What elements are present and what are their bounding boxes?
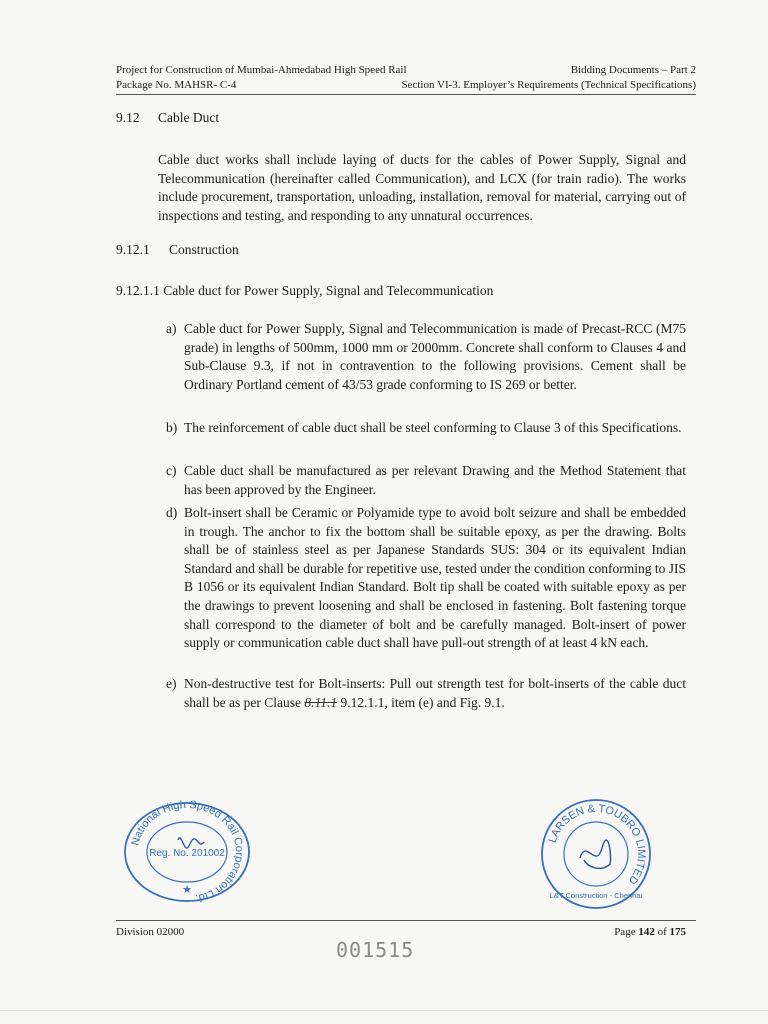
item-label: c) <box>166 463 177 478</box>
signature-icon <box>580 840 611 868</box>
header-project: Project for Construction of Mumbai-Ahmedabad High Speed Rail <box>116 64 407 76</box>
lnt-ring-text: LARSEN & TOUBRO LIMITED <box>546 802 648 887</box>
list-item-d <box>166 504 686 653</box>
list-item-e <box>166 675 686 712</box>
section-number: 9.12 <box>116 110 140 125</box>
item-text: The reinforcement of cable duct shall be steel conforming to Clause 3 of this Specifications. <box>184 420 682 435</box>
item-text-before: Non-destructive test for Bolt-inserts: Pull out strength test for bolt-inserts of the cable duct shall be as per Clause <box>184 676 686 710</box>
subsection-number: 9.12.1 <box>116 242 150 257</box>
star-icon: ★ <box>182 884 192 896</box>
page-prefix: Page <box>614 926 639 938</box>
header-section: Section VI-3. Employer’s Requirements (Technical Specifications) <box>401 79 696 91</box>
page-total: 175 <box>669 926 686 938</box>
struck-clause-ref: 8.11.1 <box>304 694 338 710</box>
footer-division: Division 02000 <box>116 926 185 938</box>
nhsrcl-ring-text: National High Speed Rail Corporation Ltd. <box>129 800 246 904</box>
subsection-title: Construction <box>169 242 239 257</box>
header-rule <box>116 94 696 95</box>
item-text: Cable duct shall be manufactured as per relevant Drawing and the Method Statement that has been approved by the Engineer. <box>184 463 686 497</box>
item-text: Bolt-insert shall be Ceramic or Polyamide type to avoid bolt seizure and shall be embedded in trough. The anchor to fix the bottom shall be suitable epoxy, as per the drawing. Bolts shall be of stainless steel as per Japanese Standards SUS: 304 or its equivalent Indian Standard and shall be durable for repetitive use, tested under the condition conforming to JIS B 1056 or its equivalent Indian Standard. Bolt tip shall be coated with suitable epoxy as per the drawings to prevent loosening and shall be enclosed in fastening. Bolt fastening torque shall correspond to the diameter of bolt and be carefully managed. Bolt-insert of power supply or communication cable duct shall have pull-out strength of at least 4 kN each. <box>184 505 686 651</box>
scan-edge <box>0 1010 768 1011</box>
nhsrcl-center-text: Reg. No. 201002 <box>149 848 225 859</box>
item-text: Cable duct for Power Supply, Signal and Telecommunication is made of Precast-RCC (M75 grade) in lengths of 500mm, 1000 mm or 2000mm. Concrete shall conform to Clauses 4 and Sub-Clause 9.3, if not in contravention to the following provisions. Cement shall be Ordinary Portland cement of 43/53 grade conforming to IS 269 or better. <box>184 321 686 392</box>
item-label: e) <box>166 676 177 691</box>
header-bidding: Bidding Documents – Part 2 <box>570 64 696 76</box>
subsubsection-heading: 9.12.1.1 Cable duct for Power Supply, Signal and Telecommunication <box>116 283 494 298</box>
signature-icon <box>178 838 204 848</box>
item-label: b) <box>166 420 178 435</box>
item-text-after: 9.12.1.1, item (e) and Fig. 9.1. <box>337 694 505 710</box>
section-title: Cable Duct <box>158 110 220 125</box>
section-intro: Cable duct works shall include laying of ducts for the cables of Power Supply, Signal and Telecommunication (hereinafter called Communication), and LCX (for train radio). The works include procurement, transportation, unloading, installation, removal for material, carrying out of inspections and testing, and responding to any unnatural occurrences. <box>158 152 686 223</box>
header-package: Package No. MAHSR- C-4 <box>116 79 237 91</box>
lnt-seal <box>540 798 652 910</box>
item-text <box>184 675 686 712</box>
footer-rule <box>116 920 696 921</box>
list-item-a <box>166 320 686 394</box>
stamp-serial-number: 001515 <box>336 938 415 962</box>
footer-page-number <box>614 926 686 938</box>
lnt-inner-text: L&T Construction - Chennai <box>549 891 643 900</box>
page-current: 142 <box>638 926 655 938</box>
list-item-b <box>166 419 686 438</box>
item-label: a) <box>166 321 177 336</box>
list-item-c <box>166 462 686 499</box>
page-of: of <box>654 926 670 938</box>
item-label: d) <box>166 505 178 520</box>
nhsrcl-seal <box>118 800 256 904</box>
